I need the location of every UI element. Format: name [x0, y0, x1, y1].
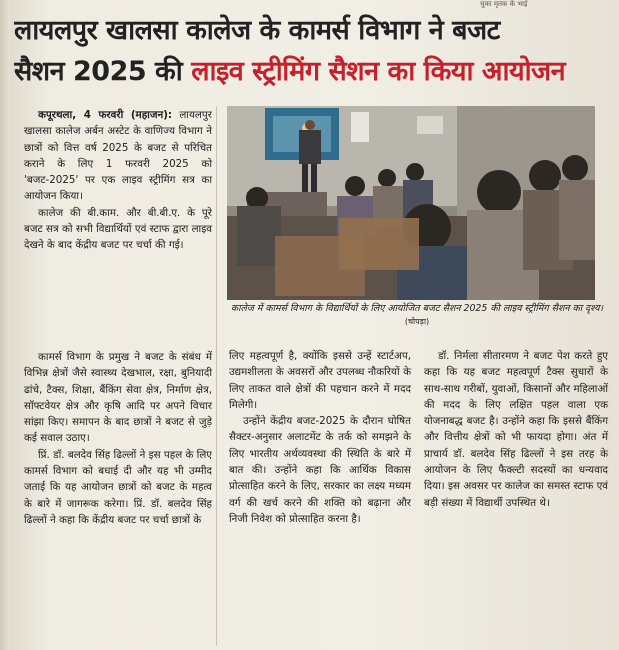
- masthead-fragment: चुका मृतक के भाई: [480, 0, 528, 8]
- headline-line-2-black: सैशन 2025 की: [14, 56, 192, 87]
- headline-line-1: लायलपुर खालसा कालेज के कामर्स विभाग ने बजट: [14, 15, 500, 46]
- photo-caption-text: कालेज में कामर्स विभाग के विद्यार्थियों के लिए आयोजित बजट सैशन 2025 की लाइव स्ट्रीमिंग सैशन का दृश्य।: [230, 303, 604, 314]
- paragraph-3: कामर्स विभाग के प्रमुख ने बजट के संबंध में विभिन्न क्षेत्रों जैसे स्वास्थ्य देखभाल, रक्षा, बुनियादी ढांचे, टैक्स, शिक्षा, बैंकिंग सेवा क्षेत्र, निर्माण क्षेत्र, सॉफ्टवेयर क्षेत्र और कृषि आदि पर अपने विचार सांझा किए। समापन के बाद छात्रों ने बजट से जुड़े कई सवाल उठाए।: [24, 351, 212, 445]
- page-gutter: [0, 0, 10, 650]
- photo-credit: (चोपड़ा): [404, 317, 430, 326]
- headline-line-2: [14, 55, 610, 89]
- paragraph-4: प्रिं. डॉ. बलदेव सिंह ढिल्लों ने इस पहल के लिए कामर्स विभाग को बधाई दी और यह भी उम्मीद जताई कि यह आयोजन छात्रों को बजट के महत्व के बारे में जागरूक करेगा। प्रिं. डॉ. बलदेव सिंह ढिल्लों ने कहा कि केंद्रीय बजट पर चर्चा छात्रों के: [24, 448, 212, 526]
- news-photo: [227, 106, 595, 300]
- paragraph-1: लायलपुर खालसा कालेज अर्बन अस्टेट के वाणिज्य विभाग ने छात्रों को वित्त वर्ष 2025 के बजट से परिचित कराने के लिए 1 फरवरी 2025 को 'बजट-2025' पर एक लाइव स्ट्रीमिंग सत्र का आयोजन किया।: [24, 109, 212, 203]
- presenter: [305, 120, 315, 130]
- paragraph-2: कालेज की बी.काम. और बी.बी.ए. के पूरे बजट सत्र को सभी विद्यार्थियों एवं स्टाफ द्वारा लाइव देखने के बाद केंद्रीय बजट पर चर्चा की गई।: [24, 206, 212, 252]
- paragraph-6: उन्होंने केंद्रीय बजट-2025 के दौरान घोषित सैक्टर-अनुसार अलाटमेंट के तर्क को समझने के लिए भारतीय अर्थव्यवस्था की स्थिति के बारे में बात की। उन्होंने कहा कि आर्थिक विकास प्रोत्साहित करने के लिए, सरकार का लक्ष्य मध्यम वर्ग की खर्च करने की शक्ति को बढ़ाना और निजी निवेश को प्रोत्साहित करना है।: [229, 415, 411, 525]
- paragraph-7: डॉ. निर्मला सीतारमण ने बजट पेश करते हुए कहा कि यह बजट महत्वपूर्ण टैक्स सुधारों के साथ-साथ गरीबों, युवाओं, किसानों और महिलाओं की मदद के लिए लक्षित पहल वाला एक योजनाबद्ध बजट है। उन्होंने कहा कि इससे बैंकिंग और वित्तीय क्षेत्रों को भी फायदा होगा। अंत में प्राचार्य डॉ. बलदेव सिंह ढिल्लों ने इस तरह के आयोजन के लिए फैक्ल्टी सदस्यों का धन्यवाद दिया। इस अवसर पर कालेज का समस्त स्टाफ एवं बड़ी संख्या में विद्यार्थी उपस्थित थे।: [424, 350, 608, 509]
- article-column-2: [229, 348, 411, 527]
- paragraph-5: लिए महत्वपूर्ण है, क्योंकि इससे उन्हें स्टार्टअप, उद्यमशीलता के अवसरों और उपलब्ध नौकरियों के लिए ताकत वाले क्षेत्रों की पहचान करने में मदद मिलेगी।: [229, 350, 411, 411]
- article-column-3: [424, 348, 608, 511]
- dateline: कपूरथला, 4 फरवरी (महाजन):: [38, 109, 173, 121]
- article-column-1-bottom: [24, 349, 212, 528]
- headline-line-2-red: लाइव स्ट्रीमिंग सैशन का किया आयोजन: [191, 56, 566, 87]
- article-column-1-top: [24, 107, 212, 254]
- photo-caption: [227, 302, 607, 328]
- column-rule: [216, 106, 217, 646]
